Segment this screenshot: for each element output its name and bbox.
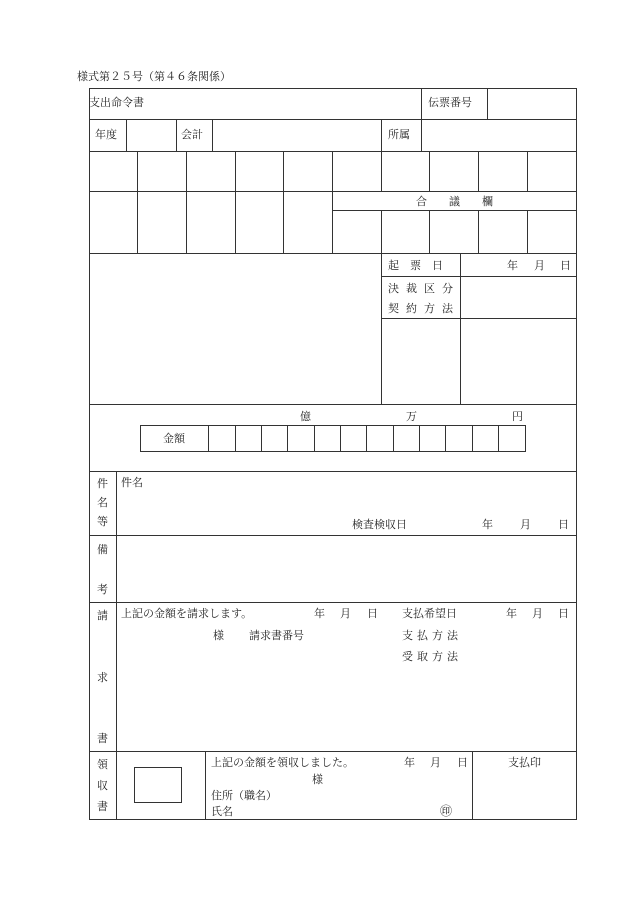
receipt-month: 月: [430, 756, 441, 769]
slip-number-field[interactable]: [488, 89, 576, 118]
request-side-1: 請: [97, 609, 108, 622]
invoice-no-label: 請求書番号: [249, 629, 304, 642]
desired-month: 月: [532, 607, 543, 620]
subject-side-1: 件: [97, 477, 108, 490]
remarks-field[interactable]: [117, 536, 576, 601]
request-statement: 上記の金額を請求します。: [121, 607, 253, 620]
receipt-name-label: 氏名: [211, 805, 233, 818]
receipt-sama: 様: [312, 773, 323, 786]
inspection-label: 検査検収日: [352, 518, 407, 531]
payment-seal-label: 支払印: [508, 756, 541, 769]
recv-method-label: 受取方法: [402, 650, 462, 663]
receipt-statement: 上記の金額を領収しました。: [211, 756, 354, 769]
slip-number-label: 伝票番号: [428, 96, 472, 109]
receipt-day: 日: [457, 756, 468, 769]
unit-en: 円: [512, 410, 523, 423]
council-label: 合 議 欄: [416, 195, 493, 208]
request-year: 年: [314, 607, 325, 620]
inspection-year: 年: [482, 518, 493, 531]
department-label: 所属: [388, 128, 410, 141]
department-field[interactable]: [422, 120, 576, 150]
seal-mark: ㊞: [440, 804, 453, 818]
account-label: 会計: [181, 128, 203, 141]
origin-year: 年: [507, 259, 518, 272]
receipt-side-3: 書: [97, 800, 108, 813]
subject-side-3: 等: [97, 515, 108, 528]
account-field[interactable]: [213, 120, 378, 150]
request-sama: 様: [213, 629, 224, 642]
remarks-side-1: 備: [97, 543, 108, 556]
year-field[interactable]: [127, 120, 175, 150]
unit-oku: 億: [300, 410, 311, 423]
receipt-year: 年: [404, 756, 415, 769]
receipt-side-1: 領: [97, 758, 108, 771]
remarks-side-2: 考: [97, 583, 108, 596]
desired-date-label: 支払希望日: [402, 607, 457, 620]
subject-side-2: 名: [97, 496, 108, 509]
receipt-side-2: 収: [97, 779, 108, 792]
request-side-2: 求: [97, 671, 108, 684]
receipt-stamp-box[interactable]: [134, 767, 182, 803]
approval-label: 決裁区分: [388, 282, 460, 295]
inspection-day: 日: [558, 518, 569, 531]
desired-year: 年: [506, 607, 517, 620]
pay-method-label: 支払方法: [402, 629, 462, 642]
origin-date-label: 起 票 日: [388, 259, 443, 272]
contract-label: 契約方法: [388, 302, 460, 315]
request-month: 月: [340, 607, 351, 620]
unit-man: 万: [406, 410, 417, 423]
desired-day: 日: [558, 607, 569, 620]
address-label: 住所（職名）: [211, 789, 277, 802]
inspection-month: 月: [520, 518, 531, 531]
origin-day: 日: [560, 259, 571, 272]
origin-month: 月: [534, 259, 545, 272]
main-frame: [89, 119, 577, 820]
subject-name-label: 件名: [121, 476, 143, 489]
amount-label: 金額: [163, 432, 185, 445]
title: 支出命令書: [89, 96, 144, 109]
request-side-3: 書: [97, 732, 108, 745]
year-label: 年度: [95, 128, 117, 141]
form-number: 様式第２５号（第４６条関係）: [77, 70, 231, 83]
request-day: 日: [367, 607, 378, 620]
